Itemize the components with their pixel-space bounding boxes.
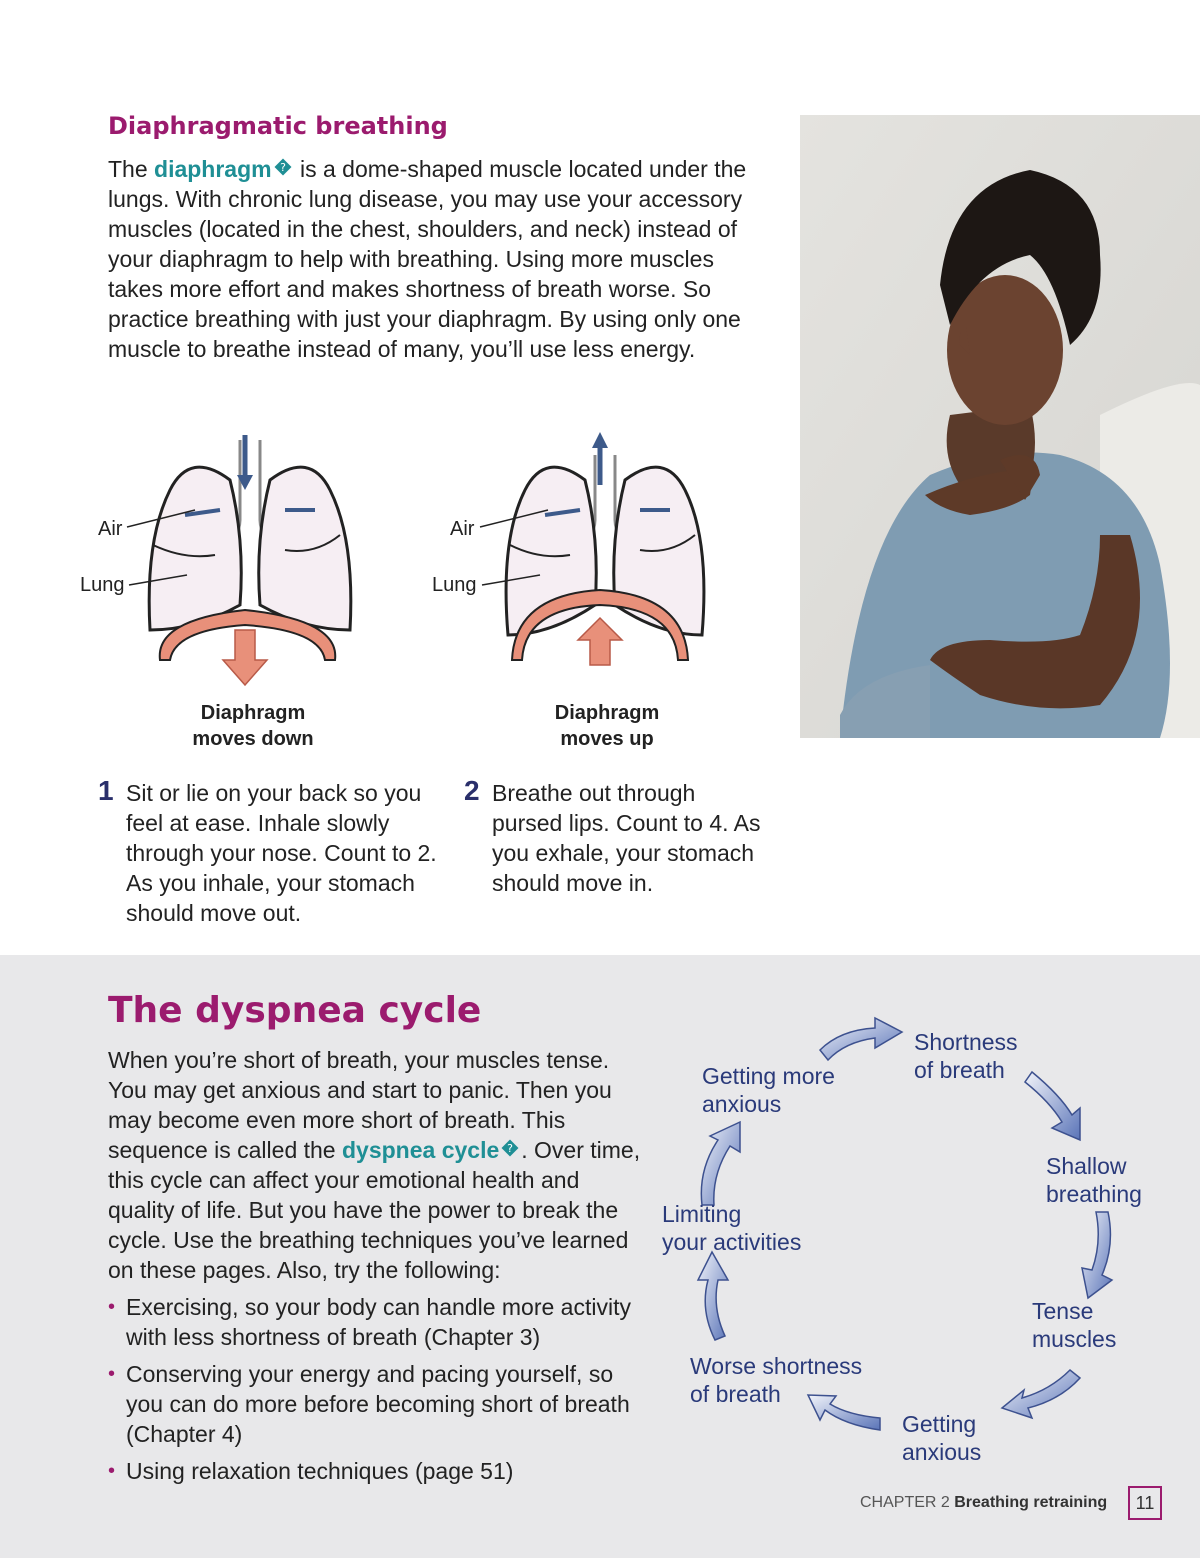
air-label-right: Air — [450, 518, 475, 540]
page-number: 11 — [1128, 1486, 1162, 1520]
glossary-icon[interactable] — [274, 158, 292, 176]
caption-diaphragm-down: Diaphragm moves down — [192, 702, 314, 750]
list-item: • Conserving your energy and pacing yourself, so you can do more before becoming short of breath (Chapter 4) — [108, 1361, 630, 1447]
tips-list — [108, 1292, 648, 1493]
step-text-2: Breathe out through pursed lips. Count to 4. As you exhale, your stomach should move in. — [492, 780, 761, 896]
air-label-left: Air — [98, 518, 123, 540]
callout-lines-left — [125, 505, 205, 595]
cycle-label-tense: Tense muscles — [1032, 1298, 1117, 1352]
caption-diaphragm-up: Diaphragm moves up — [554, 702, 660, 750]
glossary-term-dyspnea-cycle[interactable]: dyspnea cycle — [342, 1137, 500, 1163]
lung-label-left: Lung — [80, 574, 125, 596]
step-text-1: Sit or lie on your back so you feel at ease. Inhale slowly through your nose. Count to 2. As you inhale, your stomach should move out. — [126, 780, 437, 926]
dyspnea-paragraph: When you’re short of breath, your muscles tense. You may get anxious and start to panic. Then you may become even more short of breath. This sequence is called the dyspnea cycle ? . Over time, this cycle can affect your emotional health and quality of life. But you have the power to break the cycle. Use the breathing techniques you’ve learned on these pages. Also, try the following: — [108, 1047, 641, 1283]
step-number-2: 2 — [464, 775, 480, 806]
step-number-1: 1 — [98, 775, 114, 806]
section-heading-diaphragmatic: Diaphragmatic breathing — [108, 112, 448, 140]
cycle-label-more-anxious: Getting more anxious — [702, 1063, 835, 1117]
cycle-label-anxious: Getting anxious — [902, 1411, 982, 1465]
callout-lines-right — [478, 505, 558, 595]
list-item: • Using relaxation techniques (page 51) — [108, 1458, 514, 1484]
diaphragm-paragraph: The diaphragm ? is a dome-shaped muscle located under the lungs. With chronic lung disease, you may use your accessory muscles (located in the chest, shoulders, and neck) instead of your diaphragm to help with breathing. Using more muscles takes more effort and makes shortness of breath worse. So practice breathing with just your diaphragm. By using only one muscle to breathe instead of many, you’ll use less energy. — [108, 156, 747, 362]
list-item: • Exercising, so your body can handle more activity with less shortness of breath (Chapter 3) — [108, 1294, 631, 1350]
svg-text:?: ? — [507, 1142, 514, 1155]
footer-chapter: CHAPTER 2 Breathing retraining — [860, 1494, 1108, 1511]
cycle-label-shortness: Shortness of breath — [914, 1029, 1018, 1083]
cycle-label-shallow: Shallow breathing — [1046, 1153, 1142, 1207]
lung-label-right: Lung — [432, 574, 477, 596]
glossary-term-diaphragm[interactable]: diaphragm — [154, 156, 272, 182]
glossary-icon[interactable] — [501, 1139, 519, 1157]
woman-breathing-photo — [800, 115, 1200, 738]
cycle-label-limiting: Limiting your activities — [662, 1201, 802, 1255]
svg-text:?: ? — [279, 161, 286, 174]
cycle-label-worse: Worse shortness of breath — [690, 1353, 863, 1407]
section-heading-dyspnea: The dyspnea cycle — [108, 990, 482, 1031]
